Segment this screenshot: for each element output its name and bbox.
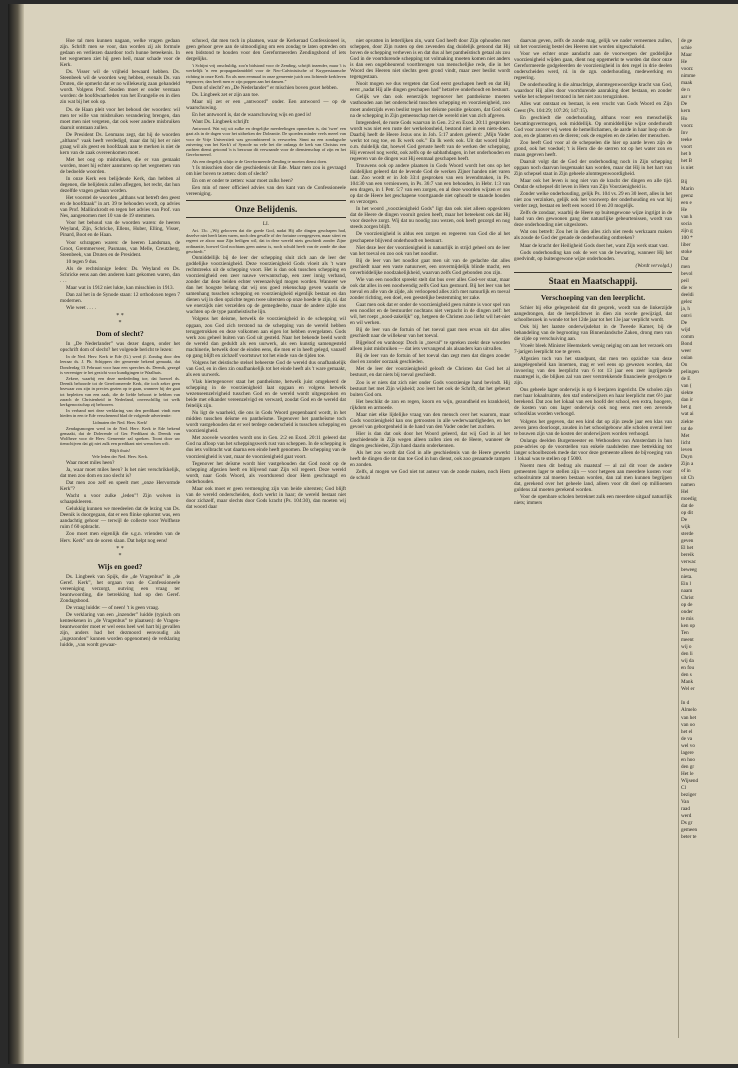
cutoff-line: ja, h — [681, 305, 690, 312]
paragraph: Niet deze leer der voorzienigheid is natuurlijk in strijd geheel om de leer van het toeval en zoo ook van het noodlot. — [350, 244, 510, 257]
cutoff-line: van het — [681, 714, 697, 721]
cutoff-line: meent — [681, 636, 694, 643]
cutoff-line: verwac — [681, 559, 696, 566]
cutoff-line: lagere — [681, 749, 694, 756]
paragraph: Waar moet miles heen? — [66, 459, 115, 466]
cutoff-line: Van — [681, 799, 690, 806]
cutoff-line: siekte — [681, 390, 694, 397]
cutoff-line: Hel — [681, 489, 689, 495]
cutoff-line: beweeg — [681, 566, 697, 573]
cutoff-line: aar v — [681, 94, 692, 101]
cutoff-line: gemeen — [681, 827, 698, 834]
paragraph: De vraag luidde: — of neen! 't is geen vraag. — [66, 604, 160, 611]
cutoff-line: werd — [681, 813, 692, 820]
paragraph: Hier is dan dat ook door het Woord geleerd, dat wij God in al het geschiedende in Zijn wegen alleen zullen zien en de Heere, wanneer de dingen geschieden, Zijn hand daarin onderkennen. — [350, 430, 510, 449]
paragraph: daarvan geven, zelfs de zonde mag, gelijk we nader verneemen zullen, uit het voorzienig bestel des Heeren niet worden uitgeschakeld. — [514, 38, 672, 51]
cutoff-line: is niet — [681, 164, 694, 171]
cutoff-line: maak — [681, 80, 693, 87]
column-5-cutoff — [678, 38, 737, 1038]
paragraph: Bij de leer van het noodlot gaat men uit van de gedachte dat alles geschiedt naar een vaste natuurwet, een onvermijdelijk blinde macht, een onverbiddelijke noodzakelijkheid, waarvan zelfs God gebonden zou zijn. — [350, 257, 510, 276]
paragraph: Gelukkig kunnen we meedeelen dat de lezing van Ds. Deenik is doorgegaan, dat er een flinke opkomst was, een aandachtig gehoor — terwijl de collecte voor Wolfheze ruim f 60 opbracht. — [60, 506, 180, 531]
paragraph: Maar de kracht der Heiligheid Gods doet het, want Zijn werk staat vast. — [520, 242, 669, 249]
paragraph: Dan zal het in de Synode staan: 12 orthodoxen tegen 7 modernen. — [60, 291, 180, 304]
paragraph: Integendeel, de ruste Gods waarvan in Gen. 2:2 en Exod. 20:11 gesproken wordt was niet een ruste der werkeloosheid, bestond niet in een niets-doen. Daarbij heeft de Heere Jezus ons in Joh. 5:17 anders geleerd: „Mijn Vader werkt tot nog toe, en Ik werk ook.” En Ik werk ook. Uit dat woord blijkt o.m. duidelijk dat, hoewel God geruste heeft van de werken der schepping, Hij evenwel nog werkt, ook zelfs op de sabbathdagen, in het onderhouden en regeeren van de dingen wat Hij eenmaal geschapen heeft. — [350, 119, 510, 162]
cutoff-line: weer — [681, 348, 692, 355]
cutoff-line: ken op — [681, 622, 695, 629]
paragraph: Onlangs deelden Burgemeester en Wethouders van Amsterdam in hun prae-advies op de voorstellen van enkele raadsleden mee betrekking tot langer schoolbezoek mede dat voor deze gemeente alleen de bijvoeging van 1 lokaal was te stellen op f 5000. — [514, 437, 672, 462]
cutoff-line: kern — [681, 108, 691, 115]
cutoff-line: dat de — [681, 503, 694, 510]
cutoff-line: bereik — [681, 552, 694, 559]
paragraph: Als de rechtsinnige leden: Ds. Weyland en Ds. Schricke eens aan den anderen kant gekomen waren, dan . . . — [60, 265, 180, 284]
cutoff-line: beziger — [681, 792, 697, 799]
cutoff-line: El het — [681, 545, 694, 552]
cutoff-line: schie — [681, 45, 692, 52]
cutoff-line: wij o — [681, 644, 692, 651]
paragraph: Ds. Lingbeek zet er zijn aan toe. — [192, 92, 260, 99]
paragraph: Volgens het deistische stelsel beheerste God de wereld dus onafhankelijk van God, en in dien zin onafhankelijk tot het einde heeft als 't ware gemaakt, als een uurwerk. — [186, 359, 346, 378]
paragraph: Nu ligt de waarheid, die ons in Gods Woord geopenbaard wordt, in het midden tusschen deïsme en pantheïsme. Tegenover het pantheïsme toch wordt vastgehouden dat er wel terdege onderscheid is tusschen schepping en voorzienigheid. — [186, 410, 346, 435]
cutoff-line: voorz — [681, 66, 693, 73]
cutoff-line: het g — [681, 404, 692, 411]
paragraph: Maar niet elke lijdelijke vraag van den mensch over het waarom, maar Gods voorzienigheid kan ons getroosten in alle wederwaardigheden, en het gevoel van geborgenheid in de hand van den Vader onder het zuchten. — [350, 411, 510, 430]
cutoff-line: wij da — [681, 658, 694, 665]
cutoff-line: wat ai — [681, 411, 694, 418]
paragraph: Voor we echter onze aandacht aan de voorwerpen der goddelijke voorzienigheid wijden gaan, dient nog opgemerkt te worden dat door onze Gereformeerde godgeleerden de voorzienigheid in den regel in drie deelen onderscheiden werd, nl. in de zgn. onderhouding, medewerking en regeering. — [514, 51, 672, 82]
cutoff-line: On — [681, 362, 688, 369]
advertisement-text: Blijft thuis! — [109, 447, 131, 453]
cutoff-line: socia — [681, 221, 692, 228]
paragraph: Voor de openbare scholen betreknet zulk een meerdere uitgaaf natuurlijk niets; immers — [514, 494, 672, 507]
cutoff-line: Het le — [681, 770, 694, 777]
cutoff-line: en hoo — [681, 756, 695, 763]
cutoff-line: dan ir — [681, 397, 693, 404]
cutoff-line: nieta. — [681, 573, 693, 580]
cutoff-line: te mis — [681, 615, 694, 622]
cutoff-line: ziekte — [681, 418, 694, 425]
paragraph: Tegenover het deïsme wordt hier vastgehouden dat God nooit op de schepping afgezien heeft en blijvend naar Zijn wil regeert. Deze wereld wordt, naar Gods Woord, als voortdurend door Hem geschraagd en onderhouden. — [186, 460, 346, 485]
cutoff-line: peil — [681, 277, 689, 284]
cutoff-line: moedig — [681, 496, 697, 503]
cutoff-line: en fou — [681, 665, 695, 672]
cutoff-line: wijk — [681, 524, 691, 531]
section-heading-onze-belijdenis: Onze Belijdenis. — [234, 203, 298, 214]
paragraph: Dom of slecht? en „De Nederlander” er mischien boven gezet hebben. — [192, 85, 338, 91]
paragraph: De President Ds. Lenmans zegt, dat hij de woorden „althans” vaak heeft verdedigd, maar dat hij het er niet graag wil als geest en hoofdzaak aan te merken is niet de kern van de zaak overeenkomen moet. — [60, 131, 180, 156]
cutoff-line: geven — [681, 538, 694, 545]
cutoff-line: 100 * — [681, 235, 693, 242]
paragraph: Wacht u voor zulke „leden”! Zijn wolven in schaapskleeren. — [60, 493, 180, 506]
cutoff-line: namen — [681, 481, 695, 488]
section-separator: * * * — [116, 545, 124, 559]
section-separator: * * * — [116, 313, 124, 327]
paragraph: Gaat men ook dat er onder de voorzienigheid geen ruimte is voor spel van een noodlot en de bestuurder nochtans niet verpacht in de dingen zelf: het wil, het roept „nood-zakelijk” op, hetgeen de Christen zoo liefst wil het-niet en wil werken. — [350, 301, 510, 327]
paragraph: Maar wat in 1912 niet lukte, kan misschien in 1913. — [66, 284, 174, 291]
paragraph: Met zoovele woorden wordt ons in Gen. 2:2 en Exod. 20:11 geleerd dat God na afloop van het scheppingswerk rust van scheppen. In de schepping is dus iets volbracht wat daarna een einde heeft genomen. De schepping van de voorzienigheid is vast, maar de voorzienigheid gaat voort. — [186, 435, 346, 460]
paragraph: De voorzienigheid is aldus een zorgen en regeeren van God die al het geschapene blijvend onderhoudt en bestuurt. — [350, 231, 510, 244]
article-heading-dom-of-slecht: Dom of slecht? — [96, 329, 144, 339]
quoted-article: Art. 13c. „Wij gelooven dat die goede God, nadat Hij alle dingen geschapen had, dezelve niet heeft laten varen, noch den gevalle of der fortuine overgegeven, maar stiert en regeert ze alzoo naar Zijn heiligen wil, dat in deze wereld niets geschiedt zonder Zijne ordinantie, hoewel God nochtans geen auteur is, noch schuld heeft van de zonde die daar geschiedt.” — [186, 227, 346, 254]
paragraph: Zoo is er niets dat zich niet onder Gods voorzienige hand bevindt. Hij bestuurt het met Zijn wijsheid; zoo leert het ook de Schrift, dat het gebeurt buiten God om. — [350, 379, 510, 398]
paragraph: Ook bij het laatste onderwijsdebat in de Tweede Kamer, bij de behandeling van de begrooting van Binnenlandsche Zaken, drong men van die zijde op verschuiving aan. — [514, 323, 672, 342]
cutoff-line: Wel er — [681, 686, 695, 693]
cutoff-line: zijn g — [681, 228, 693, 235]
cutoff-line: gelez — [681, 298, 692, 305]
cutoff-line: onlan — [681, 355, 693, 362]
paragraph: Ds. de Haan pleit voor het behoud der woorden: wil men ter wille van misbruiken verandering brengen, dan moet men niet vergeten, dat ook weer andere misbruiken daaruit ontstaan zullen. — [60, 106, 180, 131]
paragraph: Het beschikt de zon en regen, koorn en wijn, gezondheid en krankheid, rijkdom en armoede. — [350, 398, 510, 411]
paragraph: En om er onder te zetten: waar moet zulks heen? — [192, 177, 293, 184]
cutoff-line: Wijsend — [681, 777, 699, 784]
paragraph: Hoe tal men kunnen nagaan, welke vragen gedaan zijn. Schrift men se voor, dan worden zij als formule gedaan en verliezen daardoor toch hunne beteekenis. In het wegnemen ziet hij geen heil, maar schade voor de Kerk. — [60, 38, 180, 69]
cutoff-line: wijd — [681, 326, 691, 333]
cutoff-line: bevol — [681, 270, 693, 277]
paragraph: Zoo moet men eigenlijk die s.g.n. vrienden van de Herv. Kerk” om de ooren slaan. Dat helpt nog eens! — [60, 531, 180, 544]
column-1 — [60, 38, 180, 1038]
paragraph: Voor het behoud van de woorden waren: de heeren Weyland, Zijn, Schricke, Ellens, Huber, Elling, Visser, Pinard, Boot en de Haan. — [60, 220, 180, 239]
cutoff-line: stoke — [681, 249, 692, 256]
cutoff-line: een e — [681, 200, 692, 207]
cutoff-line: het el — [681, 728, 693, 735]
cutoff-line: Ho — [681, 115, 688, 122]
paragraph: Zelfs de zondaar, waarbij de Heere op buitengewone wijze ingrijpt in de hand van den gewoonen gang der natuurlijke gebeurtenissen, wordt van deze onderhouding niet uitgesloten. — [514, 210, 672, 229]
cutoff-line: leven — [681, 446, 693, 453]
paragraph: Zoo heeft God voor al de schepselen die hier op aarde leven zijn de grond, ook het voedsel; 't is Hem die de sterren tot op het water zon en maan gegeven heeft. — [514, 139, 672, 158]
paragraph: Zelfs, al mogen we God niet tot auteur van de zonde maken, noch Hem de schuld — [350, 469, 510, 482]
cutoff-line: men — [681, 263, 690, 270]
cutoff-line: Maar — [681, 52, 692, 59]
paragraph: Want Ds. Lingbeek schrijft: — [192, 119, 250, 126]
paragraph: 10 tegen 9 dus. — [66, 258, 98, 265]
cutoff-line: Christ — [681, 594, 694, 601]
paragraph: Gods onderhouding kan ook de wet van de bewaring, wanneer Hij het goedvindt, op buitengewone wijze onderhouden. — [514, 249, 672, 262]
paragraph: Wat ons betreft: Zou het in dien alles zich niet reeds werkzaam maken als zoude de God der genade de onderhouding ontbreken? — [514, 229, 672, 242]
newspaper-page — [8, 4, 738, 1064]
cutoff-line — [681, 693, 737, 699]
paragraph: Daaruit volgt dat de God der onderhouding noch in Zijn schepping opgaan noch daarvan losgemaakt kan worden, maar dat Hij in het hart van Zijn schepsel staat in Zijn geheele alomtegenwoordigheid. — [514, 158, 672, 177]
paragraph: Trouwens ook op andere plaatsen in Gods Woord wordt het ons op het duidelijkst geleerd dat de levende God de werken Zijner handen niet varen laat. Zoo wordt er in Job 33:4 gesproken van een levendmaken, in Ps. 104:30 van een vernieuwen, in Ps. 36:7 van een behouden, in Hebr. 1:3 van een dragen, in 1 Petr. 5:7 van een zorgen, en al deze woorden wijzen er ons op dat de Heere het geschapene voortgaande niet ophoudt te staande houden en verzorgen. — [350, 162, 510, 206]
installment-number: LI. — [262, 220, 270, 227]
cutoff-line: comm — [681, 333, 694, 340]
page-binding-shadow — [8, 4, 24, 1064]
paragraph: Met het oog op misbruiken, die er van gemaakt worden, moet hij echter aansturen op het wegnemen van de bedoelde woorden. — [60, 156, 180, 175]
cutoff-line: He — [681, 59, 688, 66]
section-header-box — [514, 272, 672, 290]
cutoff-line: voorz — [681, 122, 693, 129]
cutoff-line: Marin — [681, 185, 694, 192]
cutoff-line: van oo — [681, 721, 695, 728]
quoted-paragraph: Zekere, waarbij een deze medededing toe, dat hoewel ds. Deenik behoorde tot de Gereformeerde Kerk, die toch zeker geen bezwaar zou zijn in precies gezien op te gaan, wanneer hij der gaat tot bepleiten van een zaak, die de liefde behoort te hebben van zarach de Christenheid in Nederland, onverschillig tot welk kerkgenootschap zij behooren. — [60, 375, 180, 407]
cutoff-line — [681, 172, 737, 178]
cutoff-line: Bij — [681, 178, 688, 185]
column-4 — [514, 38, 672, 1038]
advertisement-text: Zendagsmorgen werd in de Ned. Herv. Kerk te Ede bekend gemaakt, dat de Dolerende of Ger. Predikant ds. Deenik van Wolfheze voor de Herv. Gemeente zal spreken. Toont door uw tienschijven dat gij niet zulk een predikant niet wenschen wilt. — [60, 425, 180, 447]
paragraph: Bij de leer van de fortuin of het toeval gaat men ervan uit dat alles geschiedt naar de willekeur van het toeval. — [350, 327, 510, 340]
section-heading-staat-en-maatschappij: Staat en Maatschappij. — [548, 275, 638, 286]
advertisement-signature: Vele leden der Ned. Herv. Kerk. — [91, 453, 149, 459]
cutoff-line: Dat — [681, 256, 689, 263]
paragraph: schuwd, dat men toch in plaatsen, waar de Kerkeraad Confessioneel is, geen gehoor geve aan de uitnoodiging om een zondag te laten optreden om een bidstond te houden voor den Gereformeerden Zendingsbond of iets dergelijks. — [186, 38, 346, 63]
paragraph: Volgens het gegeven, dat een kind dat op zijn zesde jaar een klas van zeven jaren doorloopt, zouden in het schoolgebouw alle scholen overal leer te bouwen zijn van de kosten der onderwijzers worden verhoogd. — [514, 418, 672, 437]
paragraph: Wie van een noodlot spreekt stelt dat bus over alles God-ver staat, maar ook dat alles in een noodwendig zelfs God kan gestuurd. Bij het leer van het toeval en alle van de zijde, als verloopend alles zich met natuurlijk en toeval zonder richting, een doel, een geestelijke bestemming ter zake. — [350, 276, 510, 301]
paragraph: Het voorstel de woorden „althans wat betreft den geest en de hoofdzaak” in art. 39 te behouden wordt, op advies van Prof. Mallinckrodt en tegen het advies van Prof. van Nes, aangenomen met 10 van de 19 stemmen. — [60, 195, 180, 220]
cutoff-line: Ds gr — [681, 820, 693, 827]
cutoff-line: die w — [681, 284, 693, 291]
cutoff-line: wel vo — [681, 742, 695, 749]
cutoff-line: Zijn a — [681, 460, 694, 467]
cutoff-line: den li — [681, 651, 693, 658]
paragraph: Zonder welke onderhouding, gelijk Ps. 104 vs. 29 en 30 leert, alles in het niet zou verzinken, gelijk ook het voorwerp der onderhouding en wat hij verder zegt, bestaat en leeft een woord 10 en 20 mogelijk. — [514, 191, 672, 210]
cutoff-line: licht — [681, 439, 691, 446]
cutoff-line: de n — [681, 87, 690, 94]
cutoff-line: nimme — [681, 73, 696, 80]
cutoff-line: het b — [681, 150, 692, 157]
cutoff-line: Inv — [681, 129, 688, 136]
cutoff-line: liber — [681, 242, 691, 249]
cutoff-line: Ein l — [681, 580, 691, 587]
paragraph: Gelijk we dan ook eenerzijds tegenover het pantheïsme moeten vasthouden aan het onderscheid tusschen schepping en voorzienigheid, zoo moet anderzijds even beslist tegen het deïsme positie gekozen, dat God ook na de schepping in Zijn gemeenschap met de wereld niet van zich afgeven. — [350, 94, 510, 119]
cutoff-line: He — [681, 207, 688, 214]
cutoff-line: Ten — [681, 629, 689, 636]
cutoff-line: de va — [681, 735, 693, 742]
cutoff-line: Duyn — [681, 453, 693, 460]
cutoff-line: den gr — [681, 763, 695, 770]
cutoff-line: De — [681, 319, 688, 326]
paragraph: Afgezien toch van het standpunt, dat men ten opzichte van deze aangelegenheid kan innemen, mag er wel eens op gewezen worden, dat invoering van den leerplicht van 6 tot 13 jaar een zeer ingrijpende maatregel is, die blijken zal van zeer verstrekkende financieele gevolgen te zijn. — [514, 356, 672, 387]
cutoff-line: De — [681, 517, 688, 524]
quoted-paragraph: 't Schijnt vrij onschuldig, zoo'n bidstond voor de Zending, schrijft inzender, maar 't is werkelijk 'n een propagandamiddel voor de Neo-Calvinistische of Kuypersiaansche richting in onze Kerk. En als men eenmaal in onze gemeente juich ons lichtende kerkleven tegenover, dan heeft men er zijn poppen aan het dansen.” — [186, 63, 346, 84]
cutoff-line: den s — [681, 672, 692, 679]
article-heading-leerplicht: Verschoeping van den leerplicht. — [540, 292, 646, 302]
column-2 — [186, 38, 346, 1038]
quoted-paragraph: In verband met deze verklaring van den predikant vindt men hieden in een te Ede verschenend blad de volgende advertentie: — [60, 408, 180, 419]
cutoff-line: Cl — [681, 784, 686, 791]
to-be-continued: (Wordt vervolgd.) — [635, 262, 672, 269]
paragraph: En geschiedt die onderhouding, althans voor een menschelijk bevattingsvermogen, ook middellijk. Op onmiddellijke wijze onderhoudt God voor zoover wij weten de hemellichamen, de aarde in haar loop om de zon, en de planten en de dieren; ook de engelen en de zielen der menschen. — [514, 114, 672, 139]
paragraph: Ja, waar moet miles heen? Is het niet verschrikkelijk, dat men zoo dom en zoo slecht is? — [60, 467, 180, 480]
column-3 — [350, 38, 510, 1038]
cutoff-line: ontvi — [681, 312, 692, 319]
cutoff-line: Mank — [681, 679, 694, 686]
section-header-box — [186, 200, 346, 218]
paragraph: In „De Nederlander” was dezer dagen, onder het opschrift dom of slecht? het volgende bericht te lezen: — [60, 341, 180, 354]
cutoff-line: uit Ch — [681, 474, 694, 481]
cutoff-line: naam — [681, 587, 693, 594]
paragraph: En het antwoord is, dat de waarschuwing wijs en goed is! — [192, 112, 312, 119]
paragraph: 't Is misschien door die geschiedenis uit Ede. Maar men zou is gevraagd om hier boven te zetten: dom of slecht? — [186, 164, 346, 177]
paragraph: Alles wat ontstaat en bestaat, is een vrucht van Gods Woord en Zijn Geest (Ps. 104:29; 107:26; 147:15). — [514, 101, 672, 114]
paragraph: Onmiddellijk bij de leer der schepping sluit zich aan de leer der goddelijke voorzienigheid. Deze voorzienigheid Gods vloeit als 't ware rechtstreeks uit de schepping voort. Het is dan ook tusschen schepping en voorzienigheid een zeer nauwe verwantschap, een zeer innig verband, zonder dat deze beiden echter vereenzelvigd mogen worden. Wanneer we dan het hoogste belang dat wij ons goed rekenschap geven waarin de samenhang tusschen schepping en voorzienigheid eigenlijk bestaat en dan dienen wij in dien opzichte tegen twee uitersten op onze hoede te zijn, nl. dat we enerzijds niet verzelden op de gemegdeelte, maar de andere zijde ons wachten op de type pantheistische lijn. — [186, 255, 346, 316]
cutoff-line: de E — [681, 376, 691, 383]
paragraph: Noemt men dit bedrag als maatstaf — al zal dit voor de andere gemeenten lager te stellen zijn — voor hetgeen aan meerdere kosten voor schoolruimte zal moeten bestaan worden, dan zal men kunnen begrijpen dat, gerekend over het geheele land, alleen voor dit doel op millioenen guldens zal moeten gerekend worden. — [514, 462, 672, 494]
paragraph: Bijgeloof en wanhoop: Doch in „toeval” te spreken zoekt deze woorden alleen juist misbruiken — dat iets vervangend als alsanders kan uitvallen. — [350, 340, 510, 353]
cutoff-line: onder — [681, 608, 693, 615]
paragraph: Ds. Lingbeek van Spijk, die „de Vragenbus” in „de Geref. Kerk”, het orgaan van de Confessioneele vereeniging verzorgt, outving een vraag ter beantwoording, die betrekking had op den Geref. Zondagsbood. — [60, 573, 180, 604]
cutoff-line: geenz — [681, 193, 694, 200]
cutoff-line: deeldi — [681, 291, 694, 298]
cutoff-line: de ge — [681, 38, 693, 44]
paragraph: Als het zoo wordt dat God in alle geschiedenis van de Heere gewerkt heeft de dingen die tot dan toe God in hun dienst, ook zoo genaamde rampen en zonden. — [350, 450, 510, 469]
cutoff-line: pelingen — [681, 369, 699, 376]
paragraph: De onderhouding is die almachtige, alomtegenwoordige kracht van God, waardoor Hij alles door voortdurende aanraking doet bestaan, en zonder welke het schepsel terstond in het niet zou terugzinken. — [514, 82, 672, 101]
cutoff-line: teeke — [681, 136, 692, 143]
paragraph: Schier bij elke gelegenheid dat dit gesprek, wordt van de linkerzijde aangedrongen, dat de leerplichtwet in dien zin worde gewijzigd, dat schoolbezoek in wonde tot het 12de jaar tot het 13e jaar verplicht wordt. — [514, 304, 672, 323]
paragraph: Bij de leer van de fortuin of het toeval dan zegt men dat dingen zonder doel en zonder oorzaak geschieden. — [350, 353, 510, 366]
cutoff-line: Almelo — [681, 707, 697, 714]
advertisement-heading: Lidmaten der Ned. Herv. Kerk! — [92, 419, 148, 425]
paragraph: Ons geheele lager onderwijs is op 6 leerjaren ingericht. De scholen zijn met haar lokaalruimte, den staf onderwijzers en haar leerplicht met 6½ jaar berekend. Dat zou het lokaal van een hoofd der school, een extra, hoogere, de kosten van ons lager onderwijs ook nog eens met een zevende schoolklas worden verhoogd. — [514, 387, 672, 418]
cutoff-line: raad — [681, 806, 690, 813]
paragraph: Ds. Visser wil de vrijheid bewaard hebben. Ds. Steenbeek wil de woorden weg hebben, evenals Ds. van Druten, die opmerkt dat er no willekeurig zaan gehandeld wordt. Volgens Prof. Snoden moet er onder verstaan worden: de hoofdwaarheden van het Evangelie en in dien zin wat bij het ook op. — [60, 69, 180, 106]
paragraph: Maar ook moet er geen vermenging zijn van beide uitersten; God blijft van de wereld onderscheiden, doch werkt in haar; de wereld bestaat niet door zichzelf, maar slechts door Gods kracht (Ps. 104:30), dan moeten wij dat woord daar — [186, 485, 346, 510]
cutoff-line: sterde — [681, 531, 694, 538]
paragraph: Maar ook het leven is nog niet van de kracht der dingen en alle tijd. Omdat de schepsel dit leven in Hem van Zijn Voorzienigheid is. — [514, 178, 672, 191]
paragraph: Wie weet . . . . — [66, 304, 96, 311]
cutoff-line: voort — [681, 143, 692, 150]
cutoff-line: beter te — [681, 834, 697, 841]
paragraph: Voor schrappen waren: de heeren Landsman, de Groot, Gremmerveer, Pasmans, van Melle, Creutzberg, Steenbeek, van Druten en de President. — [60, 239, 180, 258]
paragraph: In het woord „voorzienigheid Gods” ligt dan ook niet alleen opgesloten dat de Heere de dingen vooruit gezien heeft, maar het beteekent ook dat Hij voor dezelve zorgt. Wij dat nu noodig zou wezen, ook heeft gezorgd en nog steeds zorgen blijft. — [350, 206, 510, 231]
cutoff-line: van h — [681, 214, 693, 221]
cutoff-line: op dit — [681, 510, 693, 517]
paragraph: niet opvatten in letterlijken zin, want God heeft door Zijn ophouden met scheppen, door Zijn rusten op den zevenden dag duidelijk getoond dat Hij boven de schepping verheven is en dat dus al het pantheïstisch getaal als zou God in de voortdurende schepping tot volmaking moeten komen niet anders is dan een ongebbeurend voortbrengen van menschelijke rede, die in het Woord des Heeren niet slechts geen grond vindt, maar zeer beslist wordt tegengestaan. — [350, 38, 510, 81]
quoted-paragraph: Als een dergelijk schijn te de Gereformeerde Zending te moeten dienst doen. — [192, 158, 328, 164]
paragraph: In onze Kerk een belijdende Kerk, dan hebben al degenen, die belijdenis zullen afleggen, het recht, dat hun dezelfde vragen gedaan worden. — [60, 176, 180, 195]
paragraph: Vlak hiertegenover staat het pantheïsme, hetwelk juist omgekeerd de schepping in de voorzienigheid laat opgaan en volgens hetwelk wezenseenzelvigheid tusschen God en de wereld wordt uitgesproken en beide met elkander vereenzelvigd en verward, zoodat God en de wereld dat feitelijk zijn. — [186, 378, 346, 410]
cutoff-line: of in — [681, 467, 691, 474]
paragraph: Een min of meer officieel advies van den kant van de Confessioneele vereeniging. — [186, 184, 346, 197]
paragraph: Nooit mogen we dus vergeten dat God eerst geschapen heeft en dat Hij eerst „nadat Hij alle dingen geschapen had” hetzelve onderhoudt en bestuurt. — [350, 81, 510, 94]
paragraph: De verklaring van een „inzender” luidde (typisch om kenteekenen in „de Vragenbus” te plaatsen): de Vragen-beantwoorder moet er wel eens heel wel hart bij gevallen zijn, anders had het dezmoord eenvoudig als „ingezonden” kunnen worden opgenomen) de verklaring luidde, „van wordt gewaar- — [60, 611, 180, 649]
paragraph: Met de leer der voorzienigheid gelooft de Christen dat God het al bestuurt, en dat niets bij toeval geschiedt. — [350, 366, 510, 379]
cutoff-line: tot de — [681, 425, 693, 432]
quoted-paragraph: Antwoord. Wat wij uit zulke en dergelijke meedeelingen opmerken is, dat 'twee' een gaat als in de dagen voor het uitbreken der Doleantie. De spoeden minder veels meeel van voor de Vrije Universiteit was gecombineerd is verwoefen. Sinnt na een zondagsche zuivering van het Kerk't of Synode na vele het die onlangs de kerk van Christus een zachten dienst getoond 'n is bezwaar dit verwaande voor de dienstenschap of zijn en het Gereformeerd. — [186, 126, 346, 158]
paragraph: Dat men zoo zelf en speelt met „onze Hervormde Kerk”? — [60, 480, 180, 493]
cutoff-line: De — [681, 101, 688, 108]
cutoff-line: op de — [681, 601, 693, 608]
cutoff-line: van ( — [681, 383, 692, 390]
cutoff-line: In d — [681, 700, 690, 707]
cutoff-line: Met — [681, 432, 690, 439]
paragraph: Vroeër bleek Minister Heemskerk wenig neiging om aan het verzoek om 7-jarigen leerplicht toe te geven. — [514, 342, 672, 356]
paragraph: Volgens het deisme, hetwelk de voorzienigheid in de schepping wil opgaan, zou God zich terstond na de schepping van de wereld hebben teruggetrokken en deze volkomen aan eigen lot hebben overgelaten. Gods werk zou geheel buiten van God uit gesteld. Naar het bekende beeld wordt de wereld dan geduldt als een uurwerk, als een kunstig samengesteld machinerie, hetwelk door de einden eens, die men er in heeft gelegd, vanzelf op gang blijft en zichzelf voortstuwt tot het einde van de tijden toe. — [186, 316, 346, 359]
cutoff-line: Bond — [681, 341, 693, 348]
cutoff-line: het B — [681, 157, 693, 164]
quoted-paragraph: In de Ned. Herv. Kerk te Ede (G.) werd jl. Zondag door den leeraar ds. J. Ph. Schippers der gemeente bekend gemaakt, dat Donderdag 13 Februari voor haar een speeches ds. Deenik, gezegd is vereeniger te het gezicht voor kundigingen te Waalhuis. — [60, 354, 180, 375]
article-heading-wijs-en-goed: Wijs en goed? — [97, 561, 143, 571]
paragraph: Maar nij zet er een „antwoord” onder. Een antwoord — op de waarschuwing. — [186, 99, 346, 112]
